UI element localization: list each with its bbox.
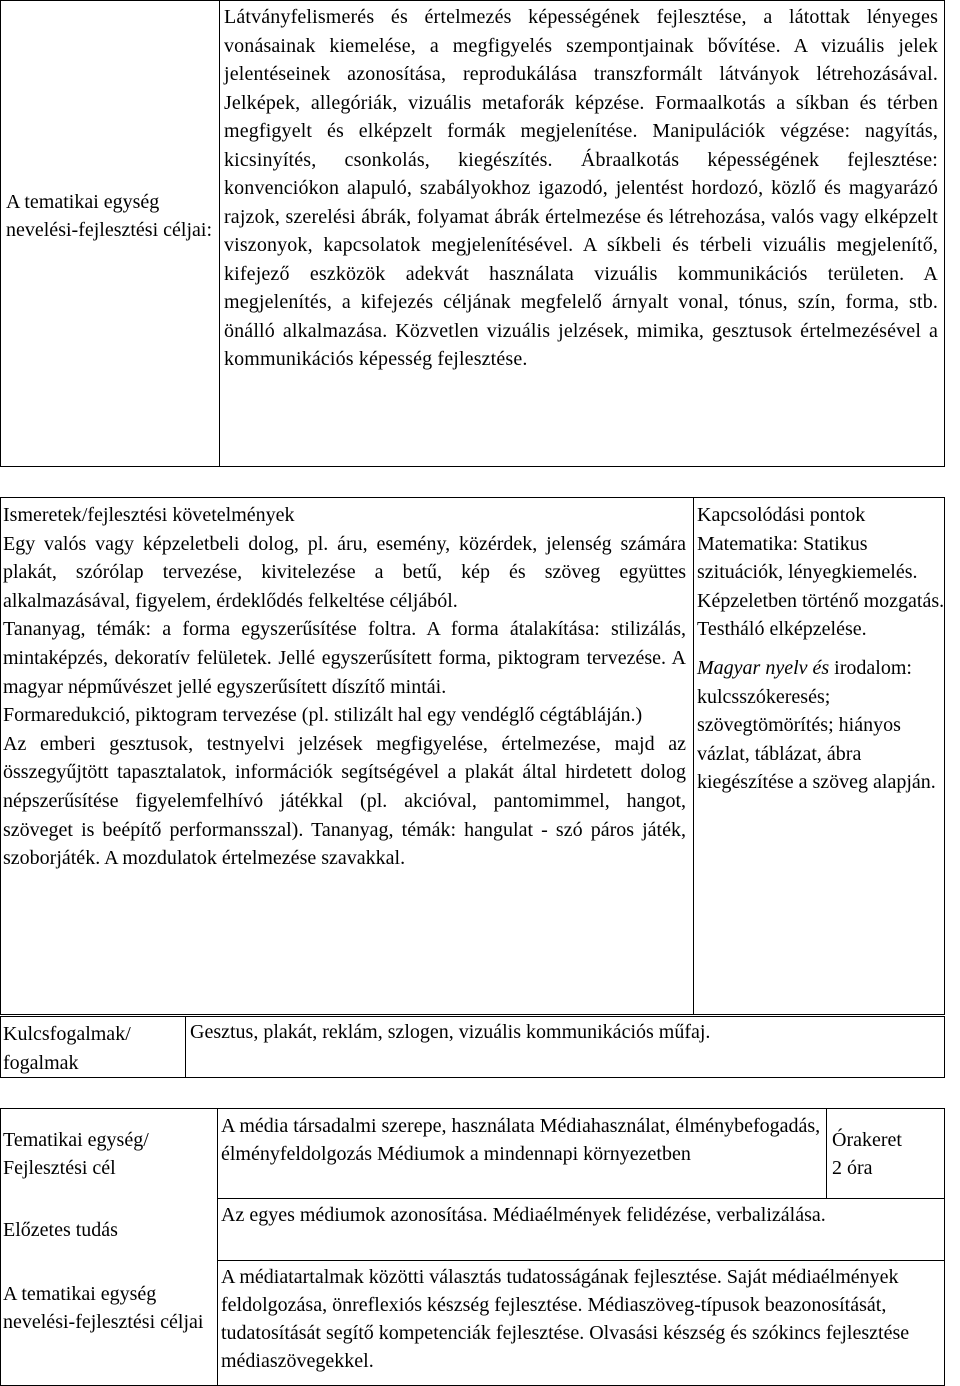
unit-goals-label: A tematikai egység nevelési-fejlesztési céljai — [3, 1283, 204, 1333]
hours-value: 2 óra — [832, 1157, 873, 1179]
unit-text: A média társadalmi szerepe, használata Médiahasználat, élménybefogadás, élményfeldolgozás Médiumok a mindennapi környezetben — [221, 1115, 821, 1165]
connections-literature — [697, 654, 947, 797]
requirements-paragraph: Egy valós vagy képzeletbeli dolog, pl. áru, esemény, közérdek, jelenség számára plakát, szórólap tervezése, kivitelezése a betű, kép és szöveg együttes alkalmazásával, figyelem, érdeklődés felkeltése céljából. — [3, 532, 686, 612]
goals-text: Látványfelismerés és értelmezés képességének fejlesztése, a látottak lényeges vonásainak kiemelése, a megfigyelés szempontjainak bővítése. A vizuális jelek jelentéseinek azonosítása, reprodukálása transzformált látványok létrehozásával. Jelképek, allegóriák, vizuális metaforák képzése. Formaalkotás a síkban és térben megfigyelt és elképzelt formák megjelenítése. Manipulációk végzése: nagyítás, kicsinyítés, csonkolás, kiegészítés. Ábraalkotás képességének fejlesztése: konvenciókon alapuló, szabályokhoz igazodó, jelentést hordozó, közlő és magyarázó rajzok, szerelési ábrák, folyamat ábrák értelmezése és létrehozása, valós vagy elképzelt viszonyok, kapcsolatok megjelenítésével. A síkbeli és térbeli vizuális megjelenítő, kifejező eszközök adekvát használata vizuális kommunikációs területen. A megjelenítés, a kifejezés céljának megfelelő árnyalt vonal, tónus, szín, forma, stb. önálló alkalmazása. Közvetlen vizuális jelzések, mimika, gesztusok értelmezésével a kommunikációs képesség fejlesztése. — [224, 6, 938, 370]
keywords-label: Kulcsfogalmak/ fogalmak — [3, 1023, 131, 1074]
connections-header: Kapcsolódási pontok — [697, 504, 866, 526]
connections-literature-title: Magyar nyelv és — [697, 656, 830, 679]
requirements-header: Ismeretek/fejlesztési követelmények — [3, 504, 295, 526]
requirements-column — [3, 501, 686, 873]
requirements-paragraph: Az emberi gesztusok, testnyelvi jelzések megfigyelése, értelmezése, majd az összegyűjtött tapasztalatok, információk segítségével a plakát által hirdetett dolog népszerűsítése figyelemfelhívó játékkal (pl. akcióval, pantomimmel, hangot, szöveget is beépítő performansszal). Tananyag, témák: hangulat - szó páros játék, szoborjáték. A mozdulatok értelmezése szavakkal. — [3, 732, 686, 870]
requirements-paragraph: Formaredukció, piktogram tervezése (pl. stilizált hal egy vendéglő cégtábláján.) — [3, 704, 643, 727]
table-media-unit-divider — [217, 1108, 218, 1386]
hours-block — [832, 1126, 942, 1182]
table-keywords-divider — [185, 1016, 186, 1078]
prior-knowledge-text: Az egyes médiumok azonosítása. Médiaélmények felidézése, verbalizálása. — [221, 1204, 826, 1226]
row-divider — [217, 1198, 945, 1199]
connections-math: Matematika: Statikus szituációk, lényegkiemelés. Képzeletben történő mozgatás. Testháló elképzelése. — [697, 532, 945, 641]
connections-column — [697, 501, 947, 797]
keywords-text: Gesztus, plakát, reklám, szlogen, vizuális kommunikációs műfaj. — [190, 1021, 711, 1043]
row-divider — [217, 1260, 945, 1261]
connections-literature-text: irodalom: kulcsszókeresés; szövegtömörítés; hiányos vázlat, táblázat, ábra kiegészítése a szöveg alapján. — [697, 656, 936, 794]
prior-knowledge-label: Előzetes tudás — [3, 1219, 118, 1241]
requirements-paragraph: Tananyag, témák: a forma egyszerűsítése foltra. A forma átalakítása: stilizálás, mintaképzés, dekoratív felületek. Jellé egyszerűsített forma, piktogram tervezése. A magyar népművészet jellé egyszerűsített díszítő mintái. — [3, 618, 686, 698]
table-goals-divider — [219, 0, 220, 467]
unit-label: Tematikai egység/ Fejlesztési cél — [3, 1129, 149, 1179]
hours-divider — [826, 1108, 827, 1198]
unit-goals-text: A médiatartalmak közötti választás tudatosságának fejlesztése. Saját médiaélmények feldolgozása, önreflexiós készség fejlesztése. Médiaszöveg-típusok beazonosítását, tudatosítását segítő kompetenciák fejlesztése. Olvasási készség és szókincs fejlesztése médiaszövegekkel. — [221, 1266, 910, 1372]
hours-label: Órakeret — [832, 1129, 902, 1151]
goals-label: A tematikai egység nevelési-fejlesztési céljai: — [6, 191, 213, 241]
table-requirements-divider — [693, 497, 694, 1015]
